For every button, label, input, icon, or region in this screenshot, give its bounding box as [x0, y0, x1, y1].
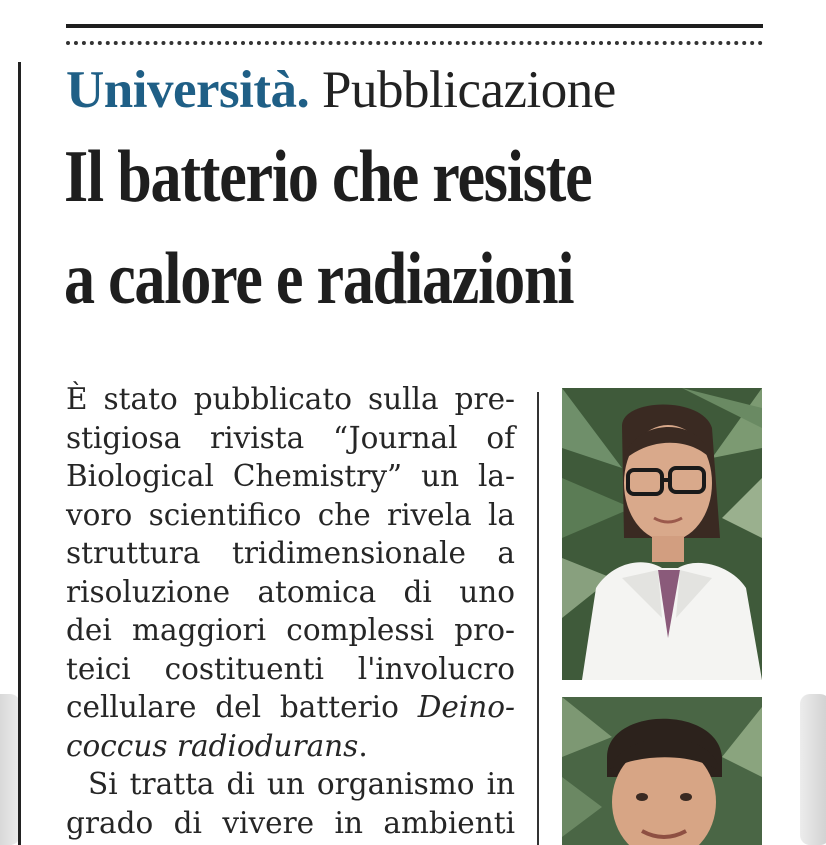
topic-label: Pubblicazione — [322, 61, 616, 119]
header-rule — [66, 24, 763, 28]
portrait-photo-man — [562, 697, 762, 845]
page-edge-right — [800, 694, 826, 845]
headline-line: a calore e radiazioni — [64, 238, 574, 320]
portrait-photo-woman — [562, 388, 762, 680]
species-name: Deino- — [417, 690, 515, 724]
body-line: grado di vivere in ambienti — [66, 805, 515, 840]
body-line: È stato pubblicato sulla pre- — [66, 382, 515, 416]
headline — [64, 126, 669, 330]
dotted-rule — [66, 41, 763, 45]
section-label: Università. — [66, 61, 310, 119]
kicker — [66, 60, 616, 120]
body-line: stigiosa rivista “Journal of — [66, 420, 515, 455]
body-line: Biological Chemistry” un la- — [66, 459, 515, 493]
body-line: voro scientifico che rivela la — [66, 497, 515, 532]
body-line: dei maggiori complessi pro- — [66, 613, 515, 647]
body-text: . — [358, 728, 368, 763]
article-body — [66, 380, 515, 842]
body-line: risoluzione atomica di uno — [66, 574, 515, 609]
body-line — [66, 688, 515, 727]
species-name: coccus radiodurans — [66, 728, 359, 763]
column-rule — [537, 392, 539, 845]
column-rule-left — [18, 62, 21, 845]
body-line: teici costituenti l'involucro — [66, 651, 515, 686]
body-line: Si tratta di un organismo in — [88, 767, 515, 801]
body-line: struttura tridimensionale a — [66, 536, 515, 570]
body-line — [66, 727, 515, 766]
headline-line: Il batterio che resiste — [64, 136, 592, 218]
body-text: cellulare del batterio — [66, 690, 418, 724]
page-edge-left — [0, 694, 20, 845]
